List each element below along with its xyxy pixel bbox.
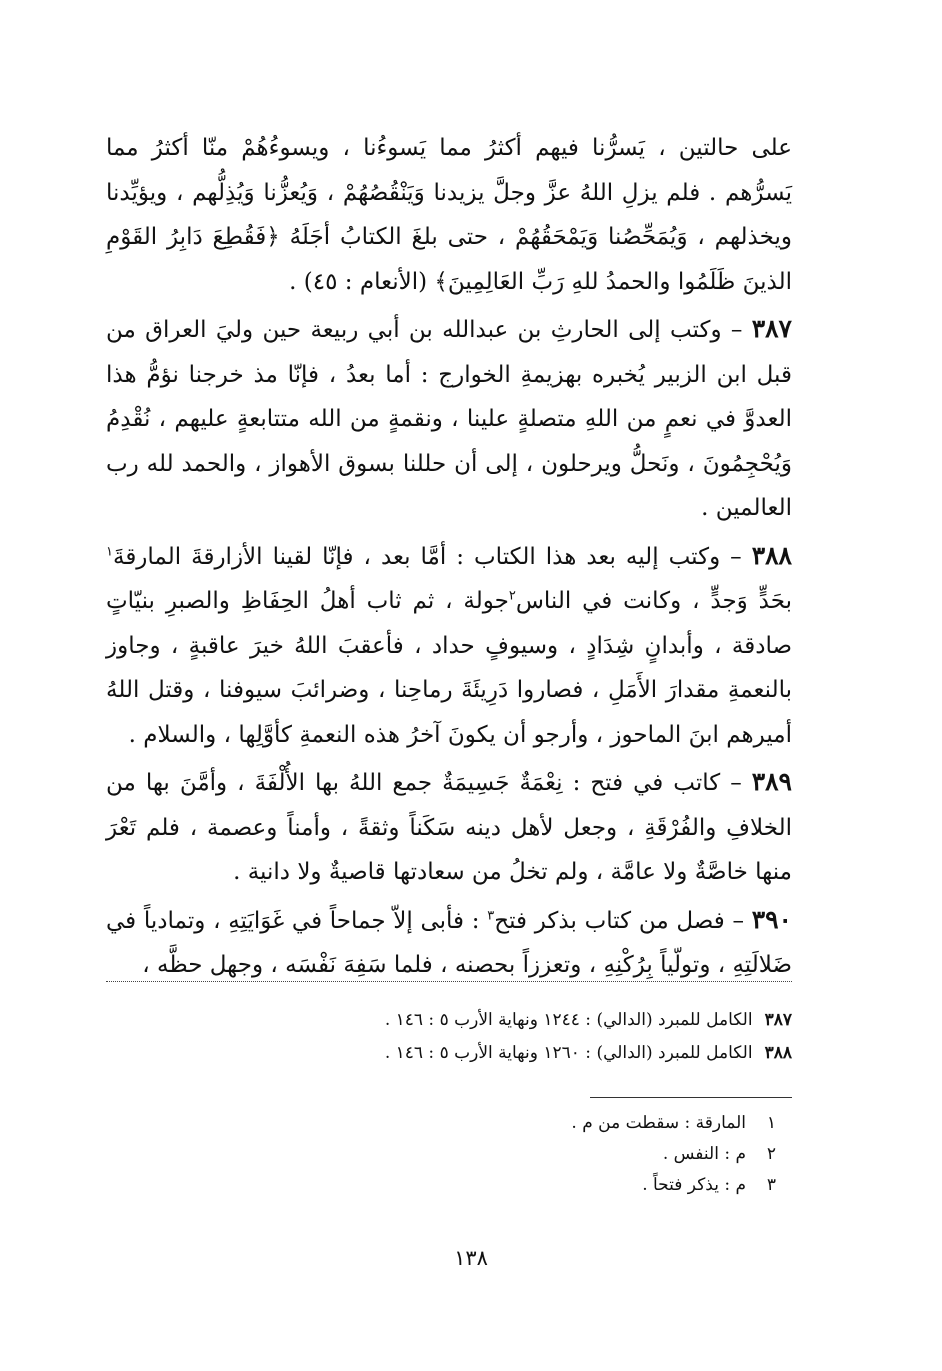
footnote-entry xyxy=(106,1170,792,1201)
source-text: الكامل للمبرد (الدالي) : ١٢٤٤ ونهاية الأرب ٥ : ١٤٦ . xyxy=(384,1010,753,1030)
source-entry xyxy=(106,1004,792,1037)
footnotes-section xyxy=(106,1108,792,1201)
footnote-marker[interactable]: ٣ xyxy=(487,907,495,923)
source-text: الكامل للمبرد (الدالي) : ١٢٦٠ ونهاية الأرب ٥ : ١٤٦ . xyxy=(384,1043,753,1063)
paragraph-text: بحَدٍّ وَجدٍّ ، وكانت في الناس xyxy=(515,588,792,614)
paragraph-text: – وكتب إلى الحارثِ بن عبدالله بن أبي ربيعة حين وليَ العراق من قبل ابن الزبير يُخبره بهزيمةِ الخوارج : أما بعدُ ، فإنّا مذ خرجنا نؤمُّ هذا العدوَّ في نعمٍ من اللهِ متصلةٍ علينا ، ونقمةٍ من الله متتابعةٍ عليهم ، نُقْدِمُ وَيُحْجِمُونَ ، ونَحلُّ ويرحلون ، إلى أن حللنا بسوق الأهواز ، والحمد لله رب العالمين . xyxy=(106,317,792,521)
paragraph-text: على حالتين ، يَسرُّنا فيهم أكثرُ مما يَسوءُنا ، ويسوءُهُمْ منّا أكثرُ مما يَسرُّهم . فلم يزلِ اللهُ عزَّ وجلَّ يزيدنا وَيَنْقُصُهُمْ ، وَيُعزُّنا وَيُذِلُّهم ، ويؤيِّدنا ويخذلهم ، وَيُمَحِّصُنا وَيَمْحَقُهُمْ ، حتى بلغَ الكتابُ أجَلَهُ ﴿فَقُطِعَ دَابِرُ القَوْمِ الذينَ ظَلَمُوا والحمدُ للهِ رَبِّ العَالِمِينَ﴾ (الأنعام : ٤٥) . xyxy=(106,135,792,295)
paragraph-389 xyxy=(106,760,792,895)
main-text xyxy=(106,126,792,988)
footnote-number: ١ xyxy=(766,1113,776,1133)
paragraph-text: : فأبى إلاّ جماحاً في غَوَايَتِهِ ، وتمادياً في ضَلالَتِهِ ، وتولّياً بِرُكْنِهِ ، وتعززاً بحصنه ، فلما سَفِهَ نَفْسَه ، وجهل حظَّه ، xyxy=(106,907,792,978)
footnote-number: ٣ xyxy=(766,1175,776,1195)
paragraph-text: جولة ، ثم ثاب أهلُ الحِفَاظِ والصبرِ بنيّاتٍ صادقة ، وأبدانٍ شِدَادٍ ، وسيوفٍ حداد ، فأعقبَ اللهُ خيرَ عاقبةٍ ، وجاوز بالنعمةِ مقدارَ الأَمَلِ ، فصاروا دَرِيئَةَ رماحِنا ، وضرائبَ سيوفنا ، وقتل اللهُ أميرهم ابنَ الماحوز ، وأرجو أن يكونَ آخرُ هذه النعمةِ كأوَّلِها ، والسلام . xyxy=(106,588,792,748)
paragraph-388 xyxy=(106,534,792,758)
source-number: ٣٨٧ xyxy=(764,1010,792,1030)
paragraph-text: – كاتب في فتح : نِعْمَةٌ جَسِيمَةٌ جمع اللهُ بها الأُلْفَةَ ، وأمَّنَ بها من الخلافِ والفُرْقَةِ ، وجعل لأهل دينه سَكَناً وثقةً ، وأمناً وعصمة ، فلم تَعْرَ منها خاصَّةٌ ولا عامَّة ، ولم تخلُ من سعادتها قاصيةٌ ولا دانية . xyxy=(106,770,792,885)
paragraph-text: – فصل من كتاب بذكر فتح xyxy=(494,907,744,934)
footnote-entry xyxy=(106,1139,792,1170)
footnote-text: م : يذكر فتحاً . xyxy=(642,1175,746,1195)
paragraph-number: ٣٨٨ xyxy=(751,540,792,570)
source-entry xyxy=(106,1037,792,1070)
footnote-entry xyxy=(106,1108,792,1139)
footnotes-divider xyxy=(590,1097,792,1098)
footnote-marker[interactable]: ١ xyxy=(106,543,113,559)
sources-divider xyxy=(106,981,792,982)
footnote-text: م : النفس . xyxy=(662,1144,746,1164)
paragraph-intro xyxy=(106,126,792,304)
paragraph-number: ٣٩٠ xyxy=(751,904,792,934)
footnote-text: المارقة : سقطت من م . xyxy=(571,1113,746,1133)
paragraph-387 xyxy=(106,307,792,531)
page-number: ١٣٨ xyxy=(454,1246,488,1270)
sources-section xyxy=(106,1004,792,1070)
footnote-marker[interactable]: ٢ xyxy=(508,588,516,604)
paragraph-number: ٣٨٩ xyxy=(751,767,792,796)
paragraph-number: ٣٨٧ xyxy=(751,314,792,343)
footnote-number: ٢ xyxy=(766,1144,776,1164)
paragraph-390 xyxy=(106,898,792,988)
source-number: ٣٨٨ xyxy=(764,1043,792,1063)
paragraph-text: – وكتب إليه بعد هذا الكتاب : أمَّا بعد ، فإنّا لقينا الأزارقةَ المارقةَ xyxy=(112,543,742,570)
